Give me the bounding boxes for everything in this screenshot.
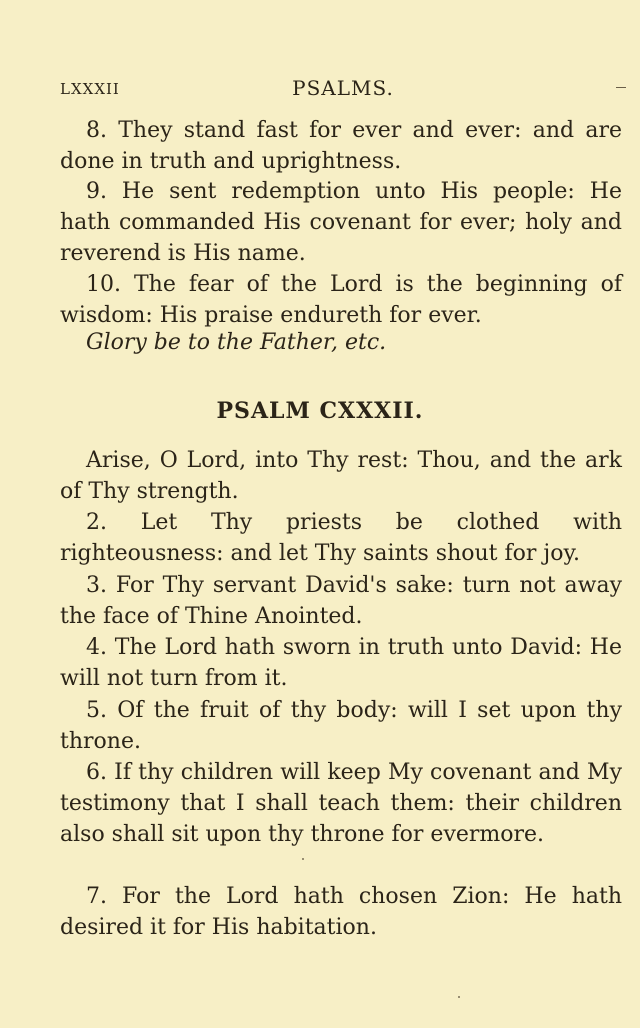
- header-dash: [616, 87, 626, 88]
- paper-speck: [458, 996, 460, 998]
- verse-4: 4. The Lord hath sworn in truth unto David: He will not turn from it.: [60, 635, 622, 691]
- running-head: [60, 76, 626, 104]
- psalm-title: PSALM CXXXII.: [216, 398, 424, 424]
- verse-8: 8. They stand fast for ever and ever: and are done in truth and uprightness.: [60, 118, 622, 174]
- page-number: LXXXII: [60, 80, 120, 98]
- gloria-patri: Glory be to the Father, etc.: [86, 330, 387, 355]
- verse-9: 9. He sent redemption unto His people: He hath commanded His covenant for ever; holy and reverend is His name.: [60, 179, 622, 266]
- verse-7: 7. For the Lord hath chosen Zion: He hath desired it for His habitation.: [60, 884, 622, 940]
- verse-5: 5. Of the fruit of thy body: will I set upon thy throne.: [60, 698, 622, 754]
- paper-speck: [302, 858, 304, 860]
- verse-3: 3. For Thy servant David's sake: turn not away the face of Thine Anointed.: [60, 573, 622, 629]
- running-title: PSALMS.: [292, 76, 394, 100]
- verse-10: 10. The fear of the Lord is the beginning of wisdom: His praise endureth for ever.: [60, 272, 622, 328]
- verse-1: Arise, O Lord, into Thy rest: Thou, and the ark of Thy strength.: [60, 448, 622, 504]
- verse-6: 6. If thy children will keep My covenant and My testimony that I shall teach them: their children also shall sit upon thy throne for evermore.: [60, 760, 622, 847]
- verse-2: 2. Let Thy priests be clothed with righteousness: and let Thy saints shout for joy.: [60, 510, 622, 566]
